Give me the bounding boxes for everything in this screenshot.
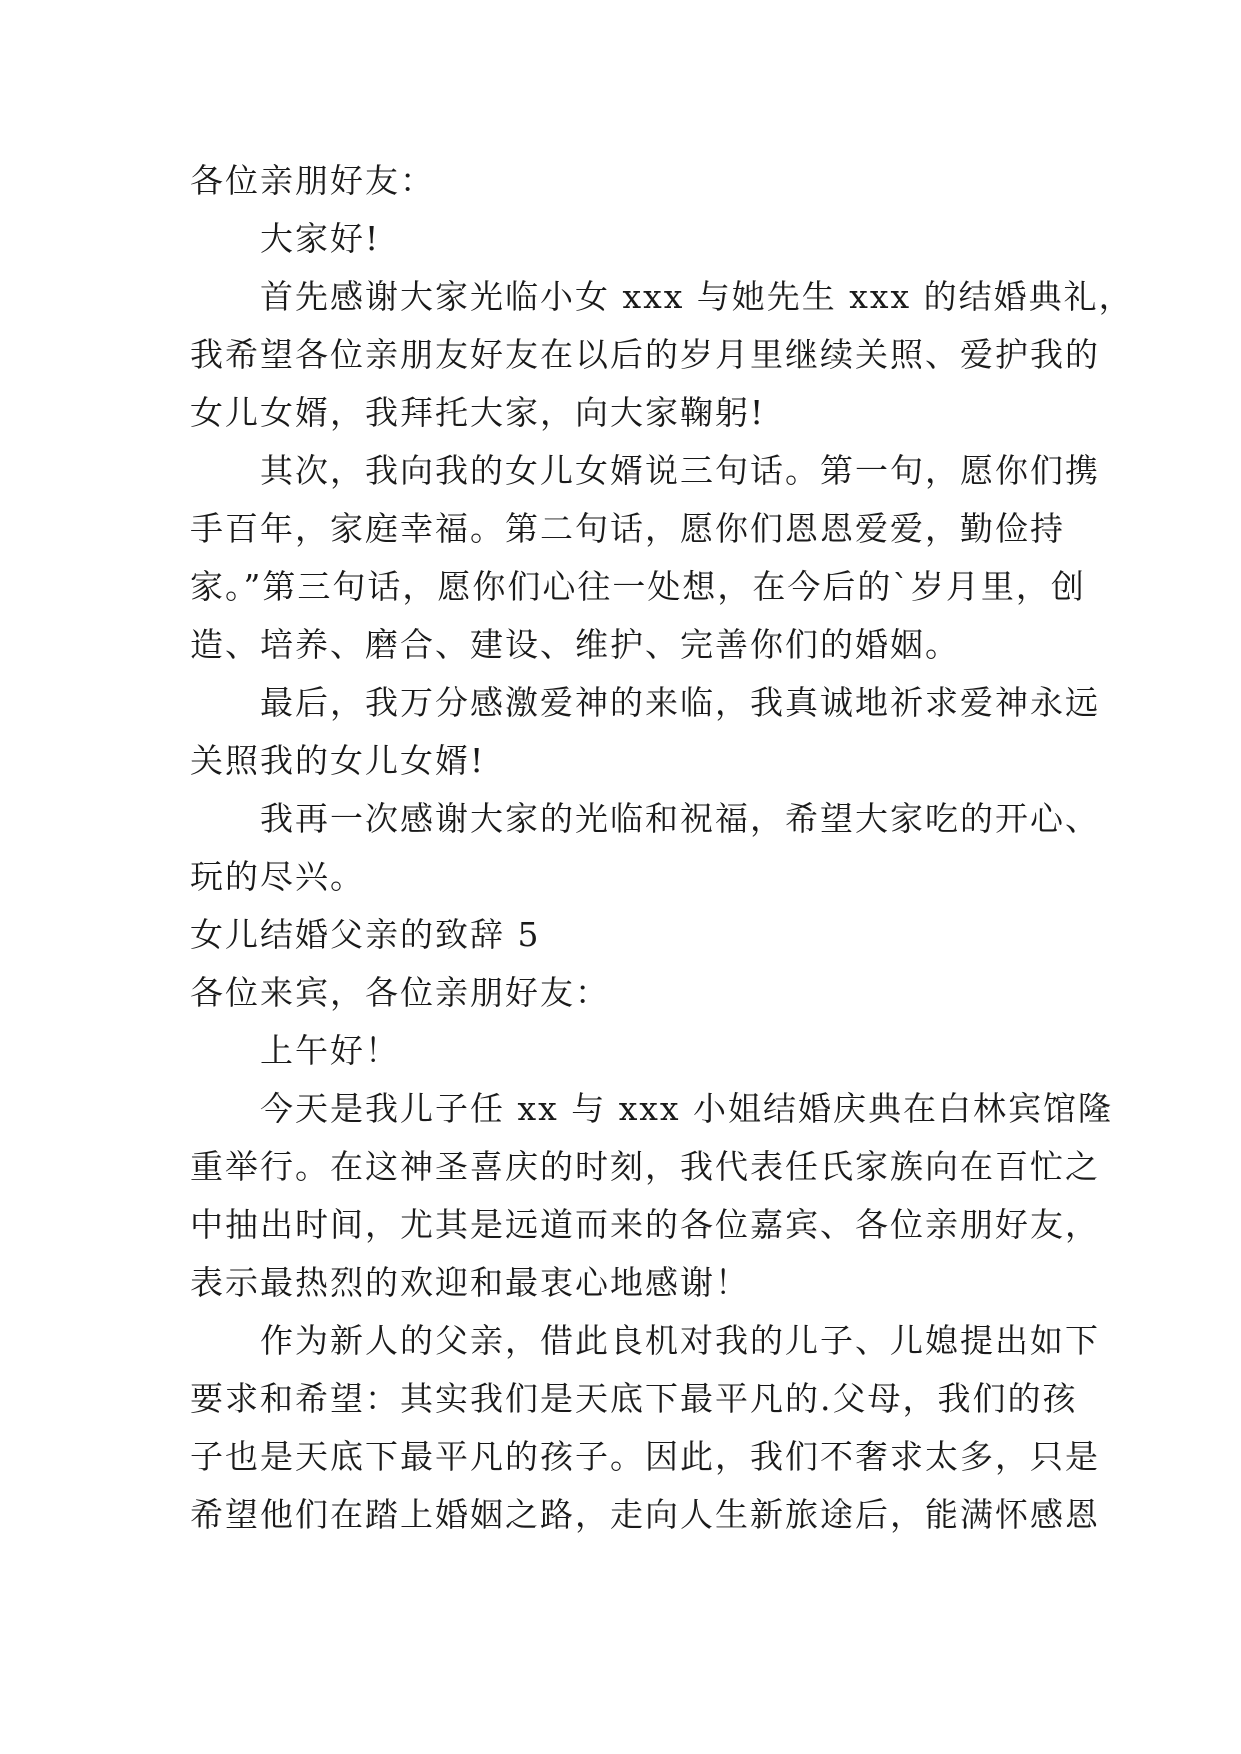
text-line: 作为新人的父亲，借此良机对我的儿子、儿媳提出如下 bbox=[260, 1321, 1100, 1360]
text-line: 重举行。在这神圣喜庆的时刻，我代表任氏家族向在百忙之 bbox=[190, 1147, 1100, 1186]
text-line: 女儿女婿，我拜托大家，向大家鞠躬! bbox=[190, 393, 766, 432]
text-line: 其次，我向我的女儿女婿说三句话。第一句，愿你们携 bbox=[260, 451, 1100, 490]
text-line: 今天是我儿子任 xx 与 xxx 小姐结婚庆典在白林宾馆隆 bbox=[260, 1089, 1114, 1128]
text-line: 大家好! bbox=[260, 219, 381, 258]
text-line: 子也是天底下最平凡的孩子。因此，我们不奢求太多，只是 bbox=[190, 1437, 1100, 1476]
text-line: 首先感谢大家光临小女 xxx 与她先生 xxx 的结婚典礼， bbox=[260, 277, 1134, 316]
text-line: 上午好！ bbox=[260, 1031, 400, 1070]
text-line: 表示最热烈的欢迎和最衷心地感谢！ bbox=[190, 1263, 750, 1302]
document-body bbox=[190, 152, 1134, 1544]
text-line: 要求和希望：其实我们是天底下最平凡的.父母，我们的孩 bbox=[190, 1379, 1078, 1418]
text-line: 中抽出时间，尤其是远道而来的各位嘉宾、各位亲朋好友， bbox=[190, 1205, 1100, 1244]
text-line: 各位亲朋好友： bbox=[190, 161, 435, 200]
text-line: 造、培养、磨合、建设、维护、完善你们的婚姻。 bbox=[190, 625, 960, 664]
text-line: 玩的尽兴。 bbox=[190, 857, 365, 896]
text-line: 关照我的女儿女婿! bbox=[190, 741, 486, 780]
text-line: 最后，我万分感激爱神的来临，我真诚地祈求爱神永远 bbox=[260, 683, 1100, 722]
text-line: 家。”第三句话，愿你们心往一处想，在今后的`岁月里，创 bbox=[190, 567, 1086, 606]
text-line: 我希望各位亲朋友好友在以后的岁月里继续关照、爱护我的 bbox=[190, 335, 1100, 374]
text-line: 各位来宾，各位亲朋好友： bbox=[190, 973, 610, 1012]
text-line: 希望他们在踏上婚姻之路，走向人生新旅途后，能满怀感恩 bbox=[190, 1495, 1100, 1534]
text-line: 我再一次感谢大家的光临和祝福，希望大家吃的开心、 bbox=[260, 799, 1100, 838]
text-line: 手百年，家庭幸福。第二句话，愿你们恩恩爱爱，勤俭持 bbox=[190, 509, 1065, 548]
text-line: 女儿结婚父亲的致辞 5 bbox=[190, 915, 541, 954]
